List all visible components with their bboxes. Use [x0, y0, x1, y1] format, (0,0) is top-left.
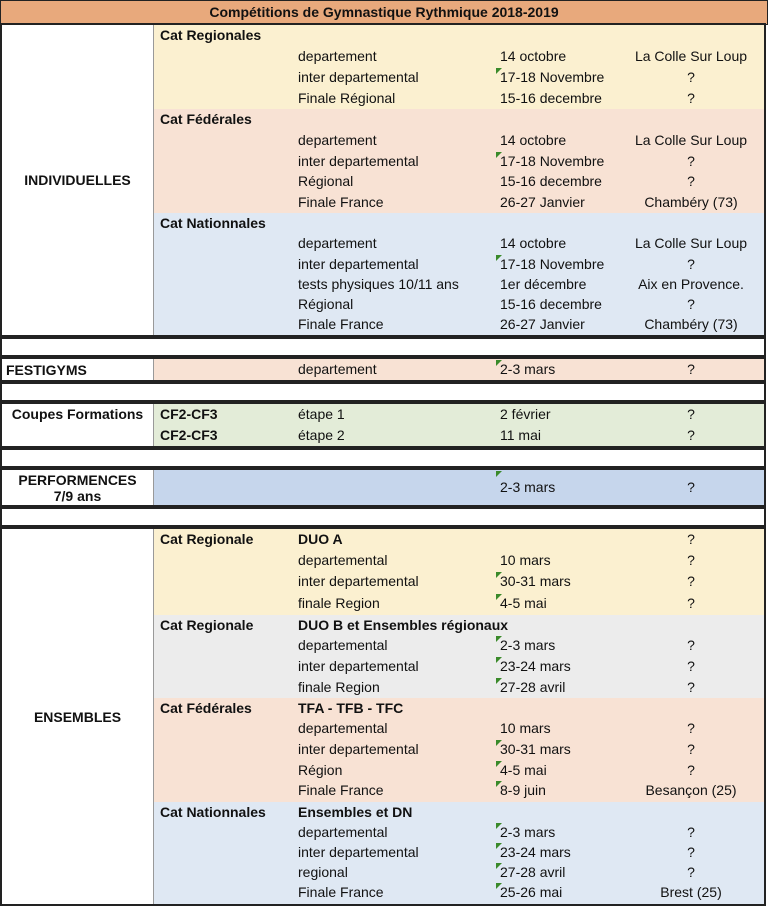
- event-cell: regional: [298, 864, 348, 880]
- date-cell: 17-18 Novembre: [500, 256, 605, 272]
- date-cell: 2-3 mars: [500, 637, 556, 653]
- date-cell: 23-24 mars: [500, 658, 571, 674]
- table-row: [154, 359, 764, 380]
- table-row: [154, 314, 764, 335]
- table-row: [154, 130, 764, 151]
- block-ensemble-duo-a: [154, 529, 764, 615]
- place-cell: ?: [687, 296, 695, 312]
- table-row: [154, 882, 764, 903]
- event-cell: inter departemental: [298, 844, 419, 860]
- event-cell: finale Region: [298, 595, 380, 611]
- place-cell: ?: [687, 762, 695, 778]
- place-cell: ?: [687, 824, 695, 840]
- date-cell: 15-16 decembre: [500, 173, 602, 189]
- table-row: [154, 88, 764, 109]
- category-label: CF2-CF3: [160, 427, 218, 443]
- place-cell: ?: [687, 90, 695, 106]
- place-cell: La Colle Sur Loup: [634, 132, 748, 148]
- table-row: [154, 192, 764, 213]
- subcategory-label: DUO A: [298, 531, 343, 547]
- table-row: [154, 718, 764, 739]
- event-cell: departemental: [298, 720, 388, 736]
- place-cell: ?: [687, 637, 695, 653]
- category-label: Cat Regionales: [160, 27, 262, 43]
- section-label: INDIVIDUELLES: [2, 25, 154, 335]
- event-cell: departement: [298, 235, 377, 251]
- section-label: Coupes Formations: [2, 404, 154, 446]
- event-cell: departemental: [298, 552, 388, 568]
- event-cell: inter departemental: [298, 741, 419, 757]
- table-row: [154, 739, 764, 760]
- event-cell: Finale France: [298, 884, 384, 900]
- event-cell: finale Region: [298, 679, 380, 695]
- date-cell: 17-18 Novembre: [500, 69, 605, 85]
- block-cat-federales: [154, 109, 764, 213]
- place-cell: ?: [687, 173, 695, 189]
- table-row: [154, 254, 764, 275]
- spacer-row: [0, 337, 766, 357]
- date-cell: 23-24 mars: [500, 844, 571, 860]
- place-cell: ?: [687, 153, 695, 169]
- place-cell: Chambéry (73): [644, 194, 738, 210]
- date-cell: 27-28 avril: [500, 679, 566, 695]
- table-row: [154, 780, 764, 801]
- table-row: [154, 635, 764, 656]
- table-row: [154, 477, 764, 498]
- place-cell: ?: [687, 720, 695, 736]
- place-cell: ?: [687, 552, 695, 568]
- event-cell: departemental: [298, 824, 388, 840]
- subcategory-label: DUO B et Ensembles régionaux: [298, 617, 509, 633]
- block-coupes: [154, 404, 764, 446]
- place-cell: ?: [687, 741, 695, 757]
- table-row: [154, 842, 764, 863]
- date-cell: 8-9 juin: [500, 782, 546, 798]
- spacer-row: [0, 382, 766, 402]
- block-ensemble-dn: [154, 802, 764, 904]
- event-cell: inter departemental: [298, 256, 419, 272]
- place-cell: ?: [687, 69, 695, 85]
- place-cell: ?: [687, 406, 695, 422]
- section-label: [2, 470, 154, 505]
- event-cell: Régional: [298, 296, 354, 312]
- sheet-title: Compétitions de Gymnastique Rythmique 2018-2019: [0, 0, 768, 25]
- category-label: Cat Regionale: [160, 617, 254, 633]
- event-cell: inter departemental: [298, 658, 419, 674]
- section-label: FESTIGYMS: [2, 359, 154, 380]
- event-cell: departement: [298, 132, 377, 148]
- date-cell: 30-31 mars: [500, 573, 571, 589]
- event-cell: departement: [298, 48, 377, 64]
- event-cell: inter departemental: [298, 573, 419, 589]
- event-cell: Région: [298, 762, 343, 778]
- date-cell: 15-16 decembre: [500, 296, 602, 312]
- place-cell: ?: [687, 864, 695, 880]
- subcategory-label: TFA - TFB - TFC: [298, 700, 404, 716]
- block-ensemble-duo-b: [154, 615, 764, 698]
- date-cell: 14 octobre: [500, 235, 567, 251]
- place-cell: ?: [687, 844, 695, 860]
- block-cat-regionales: [154, 25, 764, 109]
- block-festigyms: [154, 359, 764, 380]
- place-cell: ?: [687, 256, 695, 272]
- place-cell: La Colle Sur Loup: [634, 235, 748, 251]
- table-row: [154, 233, 764, 254]
- date-cell: 10 mars: [500, 720, 551, 736]
- date-cell: 2-3 mars: [500, 479, 556, 495]
- date-cell: 15-16 decembre: [500, 90, 602, 106]
- date-cell: 10 mars: [500, 552, 551, 568]
- block-performences: [154, 470, 764, 505]
- date-cell: 4-5 mai: [500, 762, 547, 778]
- section-festigyms: [0, 357, 766, 382]
- table-row: [154, 404, 764, 425]
- date-cell: 26-27 Janvier: [500, 316, 585, 332]
- section-label-line: PERFORMENCES: [18, 471, 137, 488]
- section-ensembles: [0, 527, 766, 906]
- place-cell: Aix en Provence.: [638, 276, 744, 292]
- table-row: [154, 274, 764, 295]
- spacer-row: [0, 507, 766, 527]
- place-cell: ?: [687, 479, 695, 495]
- table-row: [154, 593, 764, 614]
- category-label: Cat Regionale: [160, 531, 254, 547]
- event-cell: étape 1: [298, 406, 345, 422]
- block-ensemble-tfa: [154, 698, 764, 802]
- section-label: ENSEMBLES: [2, 529, 154, 904]
- date-cell: 17-18 Novembre: [500, 153, 605, 169]
- category-label: Cat Fédérales: [160, 111, 252, 127]
- place-cell: La Colle Sur Loup: [634, 48, 748, 64]
- event-cell: departemental: [298, 637, 388, 653]
- table-row: [154, 760, 764, 781]
- event-cell: inter departemental: [298, 69, 419, 85]
- date-cell: 14 octobre: [500, 48, 567, 64]
- category-label: CF2-CF3: [160, 406, 218, 422]
- event-cell: Finale Régional: [298, 90, 396, 106]
- event-cell: étape 2: [298, 427, 345, 443]
- event-cell: tests physiques 10/11 ans: [298, 276, 459, 292]
- event-cell: departement: [298, 361, 377, 377]
- date-cell: 25-26 mai: [500, 884, 563, 900]
- event-cell: inter departemental: [298, 153, 419, 169]
- date-cell: 1er décembre: [500, 276, 587, 292]
- date-cell: 2 février: [500, 406, 551, 422]
- date-cell: 4-5 mai: [500, 595, 547, 611]
- event-cell: Finale France: [298, 194, 384, 210]
- table-row: [154, 67, 764, 88]
- section-coupes-formations: [0, 402, 766, 448]
- category-label: Cat Fédérales: [160, 700, 252, 716]
- place-cell: ?: [687, 679, 695, 695]
- place-cell: ?: [687, 658, 695, 674]
- spacer-row: [0, 448, 766, 468]
- date-cell: 26-27 Janvier: [500, 194, 585, 210]
- date-cell: 2-3 mars: [500, 824, 556, 840]
- table-row: [154, 550, 764, 571]
- table-row: [154, 677, 764, 698]
- place-cell: Chambéry (73): [644, 316, 738, 332]
- place-cell: ?: [687, 427, 695, 443]
- table-row: [154, 656, 764, 677]
- event-cell: Régional: [298, 173, 354, 189]
- block-cat-nationales: [154, 213, 764, 335]
- place-cell: ?: [687, 573, 695, 589]
- date-cell: 2-3 mars: [500, 361, 556, 377]
- event-cell: Finale France: [298, 316, 384, 332]
- section-individuelles: [0, 23, 766, 337]
- table-row: [154, 46, 764, 67]
- date-cell: 27-28 avril: [500, 864, 566, 880]
- table-row: [154, 294, 764, 315]
- category-label: Cat Nationnales: [160, 215, 266, 231]
- place-cell: ?: [687, 531, 695, 547]
- table-row: [154, 822, 764, 843]
- table-row: [154, 862, 764, 883]
- category-label: Cat Nationnales: [160, 804, 266, 820]
- place-cell: ?: [687, 595, 695, 611]
- event-cell: Finale France: [298, 782, 384, 798]
- section-label-line: 7/9 ans: [53, 487, 102, 504]
- table-row: [154, 171, 764, 192]
- date-cell: 11 mai: [500, 427, 541, 443]
- table-row: [154, 571, 764, 592]
- place-cell: ?: [687, 361, 695, 377]
- table-row: [154, 425, 764, 446]
- section-performences: [0, 468, 766, 507]
- subcategory-label: Ensembles et DN: [298, 804, 413, 820]
- date-cell: 14 octobre: [500, 132, 567, 148]
- place-cell: Brest (25): [660, 884, 722, 900]
- place-cell: Besançon (25): [645, 782, 737, 798]
- table-row: [154, 151, 764, 172]
- date-cell: 30-31 mars: [500, 741, 571, 757]
